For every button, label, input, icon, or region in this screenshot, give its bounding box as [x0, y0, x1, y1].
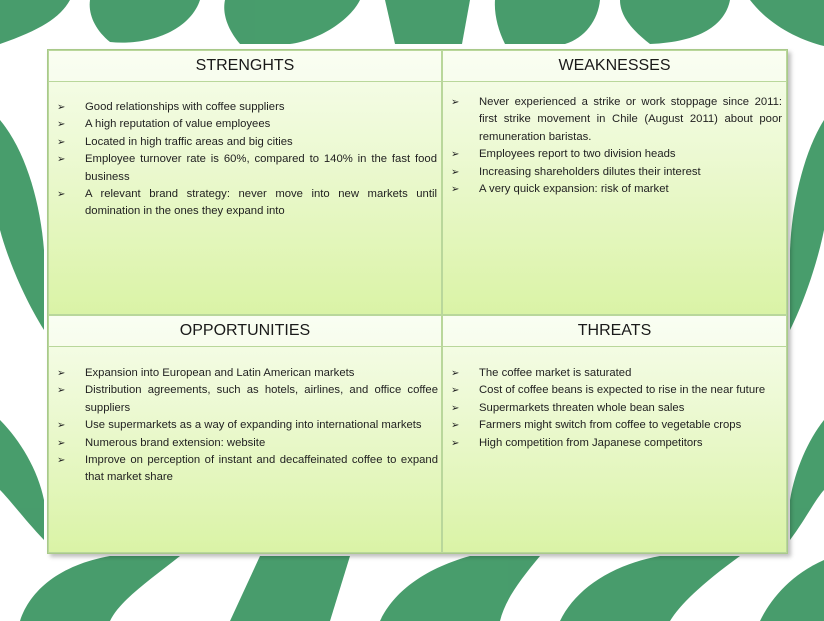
list-item-text: Never experienced a strike or work stoppage since 2011: first strike movement in Chile (August 2011) about poor remuneration baristas.: [479, 96, 782, 143]
arrow-bullet-icon: ➢: [451, 184, 460, 196]
arrow-bullet-icon: ➢: [451, 402, 460, 414]
arrow-bullet-icon: ➢: [57, 455, 66, 467]
list-item: [451, 164, 782, 181]
weaknesses-quadrant: [442, 50, 787, 315]
list-item-text: Increasing shareholders dilutes their interest: [479, 165, 701, 178]
list-item: [57, 435, 438, 452]
list-item-text: Located in high traffic areas and big cities: [85, 135, 293, 148]
list-item: [451, 417, 782, 434]
opportunities-list: [57, 365, 438, 487]
list-item: [57, 417, 438, 434]
threats-quadrant: [442, 315, 787, 553]
list-item-text: High competition from Japanese competitors: [479, 436, 703, 449]
threats-list: [451, 365, 782, 452]
list-item: [57, 151, 437, 186]
list-item: [451, 365, 782, 382]
arrow-bullet-icon: ➢: [57, 154, 66, 166]
swot-matrix: [47, 49, 788, 554]
list-item-text: A relevant brand strategy: never move into new markets until domination in the ones they expand into: [85, 188, 437, 218]
strengths-list: [57, 99, 437, 221]
list-item-text: A high reputation of value employees: [85, 118, 271, 131]
list-item-text: A very quick expansion: risk of market: [479, 183, 669, 196]
arrow-bullet-icon: ➢: [57, 136, 66, 148]
arrow-bullet-icon: ➢: [451, 385, 460, 397]
list-item-text: Distribution agreements, such as hotels, airlines, and office coffee suppliers: [85, 384, 438, 414]
list-item-text: Use supermarkets as a way of expanding into international markets: [85, 419, 422, 432]
arrow-bullet-icon: ➢: [451, 149, 460, 161]
arrow-bullet-icon: ➢: [57, 189, 66, 201]
list-item-text: Cost of coffee beans is expected to rise in the near future: [479, 384, 766, 397]
arrow-bullet-icon: ➢: [451, 368, 460, 379]
list-item: [451, 181, 782, 198]
list-item: [57, 186, 437, 221]
list-item: [451, 94, 782, 146]
opportunities-heading: OPPORTUNITIES: [49, 316, 441, 347]
list-item: [57, 452, 438, 487]
weaknesses-heading: WEAKNESSES: [443, 51, 786, 82]
strengths-quadrant: [48, 50, 442, 315]
arrow-bullet-icon: ➢: [451, 420, 460, 432]
arrow-bullet-icon: ➢: [451, 97, 460, 108]
list-item: [451, 146, 782, 163]
list-item: [451, 400, 782, 417]
threats-heading: THREATS: [443, 316, 786, 347]
arrow-bullet-icon: ➢: [57, 385, 66, 397]
arrow-bullet-icon: ➢: [57, 119, 66, 131]
strengths-heading: STRENGHTS: [49, 51, 441, 82]
weaknesses-list: [451, 94, 782, 198]
arrow-bullet-icon: ➢: [57, 437, 66, 449]
list-item: [57, 134, 437, 151]
list-item-text: Employee turnover rate is 60%, compared to 140% in the fast food business: [85, 153, 437, 183]
list-item: [451, 382, 782, 399]
arrow-bullet-icon: ➢: [57, 102, 66, 113]
arrow-bullet-icon: ➢: [451, 166, 460, 178]
arrow-bullet-icon: ➢: [451, 437, 460, 449]
list-item-text: The coffee market is saturated: [479, 367, 632, 379]
list-item-text: Farmers might switch from coffee to vegetable crops: [479, 419, 742, 432]
list-item-text: Expansion into European and Latin American markets: [85, 367, 355, 379]
opportunities-quadrant: [48, 315, 442, 553]
list-item-text: Improve on perception of instant and decaffeinated coffee to expand that market share: [85, 454, 438, 484]
list-item-text: Good relationships with coffee suppliers: [85, 101, 285, 113]
arrow-bullet-icon: ➢: [57, 368, 66, 379]
list-item-text: Numerous brand extension: website: [85, 436, 266, 449]
list-item: [57, 365, 438, 382]
list-item: [57, 99, 437, 116]
list-item: [57, 382, 438, 417]
arrow-bullet-icon: ➢: [57, 420, 66, 432]
list-item: [57, 116, 437, 133]
list-item-text: Employees report to two division heads: [479, 148, 676, 161]
list-item-text: Supermarkets threaten whole bean sales: [479, 401, 685, 414]
list-item: [451, 435, 782, 452]
